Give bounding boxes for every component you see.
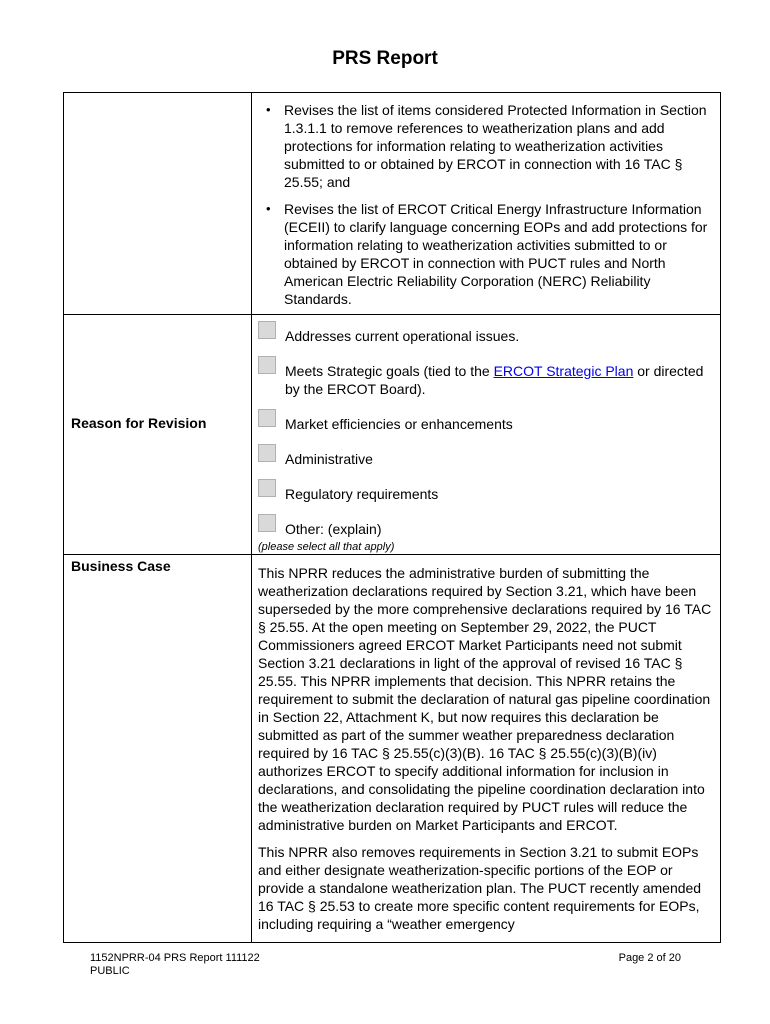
option-label: Administrative (285, 451, 373, 467)
option-label: Addresses current operational issues. (285, 328, 520, 344)
reason-checklist (258, 315, 712, 554)
description-label-cell (64, 93, 252, 315)
reason-content-cell (252, 315, 721, 555)
reason-label: Reason for Revision (71, 414, 207, 431)
bullet-item (258, 101, 712, 191)
business-case-row (64, 555, 721, 943)
reason-row (64, 315, 721, 555)
bullet-text: Revises the list of ERCOT Critical Energy Infrastructure Information (ECEII) to clarify language concerning EOPs and add protections for information relating to weatherization activities submitted to or obtained by ERCOT in connection with PUCT rules and North American Electric Reliability Corporation (NERC) Reliability Standards. (284, 201, 708, 307)
footer-doc-info (90, 952, 260, 978)
reason-option-administrative (258, 445, 712, 468)
prs-report-table (63, 92, 721, 943)
reason-option-strategic (258, 357, 712, 398)
description-content-cell (252, 93, 721, 315)
checkbox-market[interactable] (258, 409, 276, 427)
description-row (64, 93, 721, 315)
checkbox-operational[interactable] (258, 321, 276, 339)
reason-option-market (258, 410, 712, 433)
footer-classification: PUBLIC (90, 965, 130, 977)
bullet-icon: • (266, 102, 271, 117)
bullet-item (258, 200, 712, 308)
footer-page-number: Page 2 of 20 (618, 952, 681, 964)
ercot-strategic-plan-link[interactable]: ERCOT Strategic Plan (493, 363, 634, 379)
option-label: Regulatory requirements (285, 486, 439, 502)
reason-label-cell (64, 315, 252, 555)
option-label: Other: (explain) (285, 521, 382, 537)
business-case-paragraph: This NPRR also removes requirements in Section 3.21 to submit EOPs and either designate weatherization-specific portions of the EOP or provide a standalone weatherization plan. The PUCT recently amended 16 TAC § 25.53 to create more specific content requirements for EOPs, including requiring a “weather emergency (258, 844, 702, 932)
bullet-text: Revises the list of items considered Protected Information in Section 1.3.1.1 to remove references to weatherization plans and add protections for information relating to weatherization activities submitted to or obtained by ERCOT in connection with 16 TAC § 25.55; and (284, 102, 707, 190)
checkbox-strategic[interactable] (258, 356, 276, 374)
footer-doc-id: 1152NPRR-04 PRS Report 111122 (90, 952, 260, 964)
page-title: PRS Report (332, 48, 438, 69)
reason-option-other (258, 515, 712, 538)
checkbox-regulatory[interactable] (258, 479, 276, 497)
checkbox-administrative[interactable] (258, 444, 276, 462)
business-case-label: Business Case (64, 555, 252, 943)
reason-option-operational (258, 322, 712, 345)
checkbox-other[interactable] (258, 514, 276, 532)
selection-note: (please select all that apply) (258, 541, 395, 553)
option-label: Market efficiencies or enhancements (285, 416, 513, 432)
option-label: Meets Strategic goals (tied to the ERCOT Strategic Plan or directed by the ERCOT Board). (285, 363, 704, 397)
reason-option-regulatory (258, 480, 712, 503)
revision-bullet-list (258, 93, 712, 314)
business-case-paragraph: This NPRR reduces the administrative burden of submitting the weatherization declarations required by Section 3.21, which have been superseded by the more comprehensive declarations required by 16 TAC § 25.55. At the open meeting on September 29, 2022, the PUCT Commissioners agreed ERCOT Market Participants need not submit Section 3.21 declarations in light of the approval of revised 16 TAC § 25.55. This NPRR implements that decision. This NPRR retains the requirement to submit the declaration of natural gas pipeline coordination in Section 22, Attachment K, but now requires this declaration be submitted as part of the summer weather preparedness declaration required by 16 TAC § 25.55(c)(3)(B). 16 TAC § 25.55(c)(3)(B)(iv) authorizes ERCOT to specify additional information for inclusion in declarations, and consolidating the pipeline coordination declaration into the weatherization declaration required by PUCT rules will reduce the administrative burden on Market Participants and ERCOT. (258, 565, 712, 833)
bullet-icon: • (266, 201, 271, 216)
business-case-content-cell (252, 555, 721, 943)
